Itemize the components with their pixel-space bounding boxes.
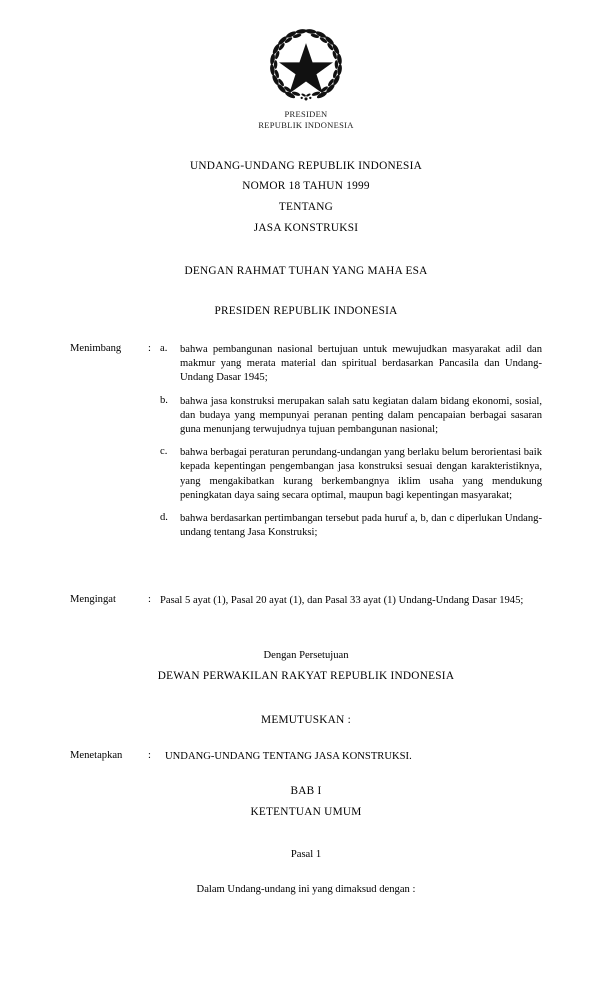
recalling-clause: [70, 594, 542, 608]
approval-line2: DEWAN PERWAKILAN RAKYAT REPUBLIK INDONESIA: [157, 670, 455, 682]
list-item-text: bahwa pembangunan nasional bertujuan untuk mewujudkan masyarakat adil dan makmur yang merata material dan spiritual berdasarkan Pancasila dan Undang-Undang Dasar 1945;: [180, 344, 542, 384]
invocation-line: DENGAN RAHMAT TUHAN YANG MAHA ESA: [184, 265, 428, 277]
approval-line1: Dengan Persetujuan: [263, 650, 349, 661]
emblem-caption-line2: REPUBLIK INDONESIA: [258, 119, 354, 130]
chapter-title: KETENTUAN UMUM: [250, 806, 362, 818]
document-about-label: TENTANG: [278, 201, 334, 213]
list-item-marker: c.: [160, 446, 168, 458]
recalling-label: Mengingat: [70, 594, 116, 605]
list-item: [160, 395, 542, 438]
recalling-text: Pasal 5 ayat (1), Pasal 20 ayat (1), dan Pasal 33 ayat (1) Undang-Undang Dasar 1945;: [160, 595, 524, 606]
article-number: Pasal 1: [290, 849, 322, 860]
emblem-block: [0, 26, 612, 130]
document-title-line1: UNDANG-UNDANG REPUBLIK INDONESIA: [189, 160, 423, 172]
recalling-colon: :: [148, 594, 151, 605]
emblem-caption-line1: PRESIDEN: [284, 109, 328, 119]
document-number: NOMOR 18 TAHUN 1999: [242, 180, 370, 192]
list-item-text: bahwa berbagai peraturan perundang-undangan yang berlaku belum berorientasi baik kepada kepentingan pengembangan jasa konstruksi sesuai dengan karakteristiknya, yang mengakibatkan kurang berkembangnya iklim usaha yang mendukung peningkatan daya saing secara optimal, maupun bagi kepentingan masyarakat;: [180, 447, 542, 501]
authority-line: PRESIDEN REPUBLIK INDONESIA: [214, 305, 398, 317]
considering-clause: [70, 343, 542, 540]
emblem-caption: [0, 109, 612, 130]
establishing-label: Menetapkan: [70, 750, 123, 761]
considering-colon: :: [148, 343, 151, 354]
list-item-marker: a.: [160, 343, 168, 354]
list-item: [160, 512, 542, 540]
list-item-text: bahwa berdasarkan pertimbangan tersebut pada huruf a, b, dan c diperlukan Undang-undang tentang Jasa Konstruksi;: [180, 513, 542, 539]
list-item-text: bahwa jasa konstruksi merupakan salah satu kegiatan dalam bidang ekonomi, sosial, dan budaya yang mempunyai peranan penting dalam pencapaian berbagai sasaran guna menunjang terwujudnya tujuan pembangunan nasional;: [180, 395, 542, 436]
list-item-marker: d.: [160, 512, 168, 524]
recalling-body: [160, 594, 542, 608]
establishing-clause: [70, 750, 542, 764]
document-subject: JASA KONSTRUKSI: [253, 222, 359, 234]
chapter-number: BAB I: [290, 785, 322, 797]
list-item-marker: b.: [160, 394, 168, 406]
garuda-star-wreath-emblem: [263, 26, 349, 104]
list-item: [160, 446, 542, 503]
establishing-text: UNDANG-UNDANG TENTANG JASA KONSTRUKSI.: [165, 751, 412, 762]
considering-label: Menimbang: [70, 343, 122, 354]
list-item: [160, 343, 542, 386]
decision-heading: MEMUTUSKAN :: [261, 714, 351, 726]
establishing-colon: :: [148, 750, 151, 761]
article-lead-in: Dalam Undang-undang ini yang dimaksud dengan :: [196, 884, 416, 895]
considering-items: [160, 343, 542, 540]
establishing-body: [165, 750, 542, 764]
